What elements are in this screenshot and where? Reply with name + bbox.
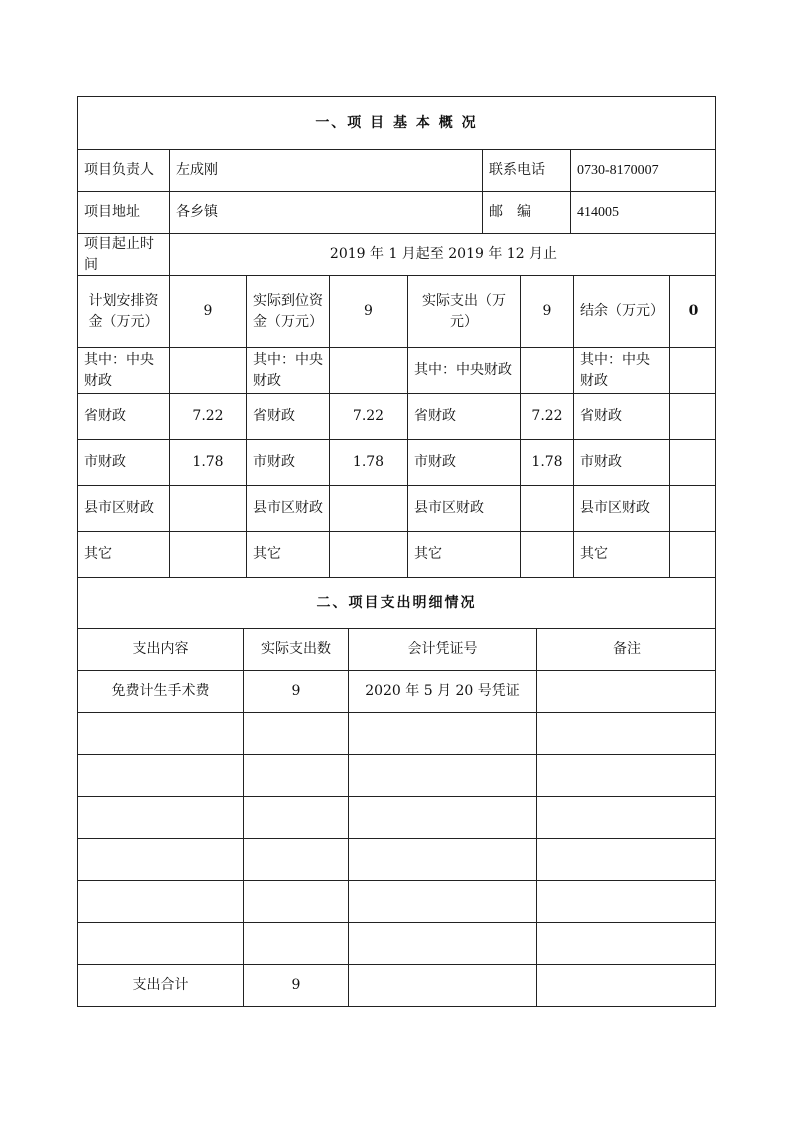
funds-row (78, 439, 715, 485)
period-row (78, 233, 715, 275)
period-value: 2019 年 1 月起至 2019 年 12 月止 (169, 234, 717, 275)
fund-amount (329, 348, 407, 393)
fund-source-label: 其中：中央财政 (84, 351, 154, 389)
detail-content (78, 881, 243, 922)
detail-amount (243, 755, 348, 796)
header-content: 支出内容 (132, 641, 189, 657)
address-value: 各乡镇 (169, 192, 482, 233)
detail-content (78, 839, 243, 880)
fund-amount (669, 532, 717, 577)
funds-row (78, 393, 715, 439)
detail-row (78, 712, 715, 754)
detail-remarks (536, 755, 717, 796)
funds-row (78, 485, 715, 531)
fund-source-label: 市财政 (407, 440, 520, 485)
section2-title: 二、项目支出明细情况 (316, 594, 477, 611)
header-amount: 实际支出数 (243, 629, 348, 670)
fund-amount: 1.78 (329, 440, 407, 485)
detail-voucher (348, 881, 536, 922)
postcode-value: 414005 (570, 192, 717, 233)
fund-amount (669, 348, 717, 393)
detail-row (78, 922, 715, 964)
fund-source-label: 县市区财政 (246, 486, 329, 531)
fund-source-label: 县市区财政 (573, 486, 669, 531)
fund-amount: 1.78 (520, 440, 573, 485)
detail-row (78, 754, 715, 796)
detail-remarks (536, 881, 717, 922)
detail-voucher (348, 923, 536, 964)
phone-label: 联系电话 (482, 150, 570, 191)
fund-amount (520, 486, 573, 531)
fund-source-label: 市财政 (246, 440, 329, 485)
detail-amount (243, 923, 348, 964)
detail-amount (243, 839, 348, 880)
received-value: 9 (329, 276, 407, 347)
fund-source-label: 其中：中央财政 (573, 348, 669, 393)
fund-source-label: 其它 (246, 532, 329, 577)
leader-value: 左成刚 (169, 150, 482, 191)
detail-voucher: 2020 年 5 月 20 号凭证 (348, 671, 536, 712)
leader-row (78, 149, 715, 191)
fund-source-label: 其它 (407, 532, 520, 577)
detail-voucher (348, 713, 536, 754)
phone-value: 0730-8170007 (570, 150, 717, 191)
detail-row (78, 838, 715, 880)
funds-row (78, 531, 715, 577)
fund-amount (169, 486, 246, 531)
total-value: 9 (243, 965, 348, 1006)
detail-voucher (348, 839, 536, 880)
fund-amount (520, 348, 573, 393)
fund-source-label: 县市区财政 (84, 500, 154, 516)
funds-header-row (78, 275, 715, 347)
address-label: 项目地址 (84, 204, 140, 220)
received-label: 实际到位资金（万元） (246, 276, 329, 347)
project-expenditure-form (77, 96, 716, 1007)
fund-amount (669, 486, 717, 531)
fund-source-label: 市财政 (84, 454, 126, 470)
fund-source-label: 其中：中央财政 (407, 348, 520, 393)
address-row (78, 191, 715, 233)
detail-remarks (536, 713, 717, 754)
fund-source-label: 省财政 (246, 394, 329, 439)
fund-source-label: 省财政 (84, 408, 126, 424)
total-voucher (348, 965, 536, 1006)
total-remarks (536, 965, 717, 1006)
fund-source-label: 省财政 (407, 394, 520, 439)
detail-row (78, 880, 715, 922)
fund-source-label: 省财政 (573, 394, 669, 439)
detail-amount (243, 797, 348, 838)
detail-remarks (536, 923, 717, 964)
planned-label: 计划安排资金（万元） (88, 292, 159, 330)
fund-source-label: 市财政 (573, 440, 669, 485)
total-label: 支出合计 (132, 977, 189, 993)
detail-remarks (536, 839, 717, 880)
fund-amount (669, 440, 717, 485)
period-label: 项目起止时间 (84, 235, 154, 273)
total-row (78, 964, 715, 1006)
fund-source-label: 其中：中央财政 (246, 348, 329, 393)
fund-amount (169, 348, 246, 393)
detail-remarks (536, 671, 717, 712)
detail-content (78, 797, 243, 838)
header-remarks: 备注 (536, 629, 717, 670)
postcode-label: 邮 编 (482, 192, 570, 233)
fund-amount (520, 532, 573, 577)
section1-title: 一、项 目 基 本 概 况 (315, 114, 478, 131)
detail-content (78, 713, 243, 754)
balance-label: 结余（万元） (573, 276, 669, 347)
detail-voucher (348, 797, 536, 838)
fund-amount: 1.78 (169, 440, 246, 485)
section1-title-row (78, 97, 715, 149)
fund-amount: 7.22 (520, 394, 573, 439)
fund-amount (669, 394, 717, 439)
fund-amount (329, 486, 407, 531)
detail-row (78, 670, 715, 712)
detail-content (78, 923, 243, 964)
spent-label: 实际支出（万元） (407, 276, 520, 347)
leader-label: 项目负责人 (84, 162, 154, 178)
detail-voucher (348, 755, 536, 796)
detail-amount (243, 713, 348, 754)
detail-remarks (536, 797, 717, 838)
planned-value: 9 (169, 276, 246, 347)
fund-amount (329, 532, 407, 577)
fund-source-label: 其它 (573, 532, 669, 577)
section2-title-row (78, 577, 715, 628)
fund-source-label: 县市区财政 (407, 486, 520, 531)
detail-row (78, 796, 715, 838)
detail-content (78, 755, 243, 796)
fund-source-label: 其它 (84, 546, 112, 562)
detail-content: 免费计生手术费 (111, 683, 210, 699)
fund-amount: 7.22 (329, 394, 407, 439)
fund-amount (169, 532, 246, 577)
header-voucher: 会计凭证号 (348, 629, 536, 670)
detail-header-row (78, 628, 715, 670)
fund-amount: 7.22 (169, 394, 246, 439)
funds-row (78, 347, 715, 393)
balance-value: 0 (669, 276, 717, 347)
detail-amount: 9 (243, 671, 348, 712)
spent-value: 9 (520, 276, 573, 347)
detail-amount (243, 881, 348, 922)
